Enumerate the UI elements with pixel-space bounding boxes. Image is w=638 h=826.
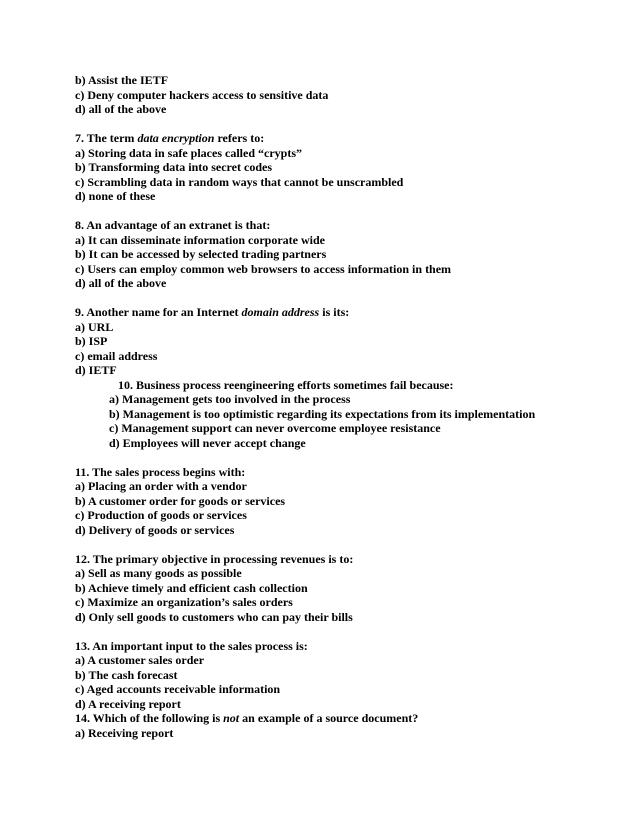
question-9 [75,305,620,378]
option-a: a) Storing data in safe places called “crypts” [75,145,302,160]
option-d: d) all of the above [75,276,167,290]
question-12 [75,552,620,625]
question-7-text: 7. The term data encryption refers to: [75,131,265,145]
option-a: a) Management gets too involved in the process [109,392,351,406]
question-7-term: data encryption [137,131,215,145]
question-14-term: not [223,711,240,725]
option-d: d) Delivery of goods or services [75,522,235,537]
option-a: a) URL [75,319,114,334]
question-9-term: domain address [241,305,320,319]
question-14 [75,711,620,740]
option-b: b) The cash forecast [75,667,178,682]
question-9-text: 9. Another name for an Internet domain address is its: [75,305,350,319]
option-d: d) A receiving report [75,696,181,711]
option-a: a) Sell as many goods as possible [75,566,242,580]
question-10 [75,378,620,451]
option-c: c) Maximize an organization’s sales orders [75,595,293,609]
option-b: b) ISP [75,334,108,348]
question-7 [75,131,620,204]
question-14-text: 14. Which of the following is not an example of a source document? [75,711,419,725]
option-d: d) none of these [75,189,156,203]
option-a: a) It can disseminate information corporate wide [75,232,325,247]
option-d: d) Only sell goods to customers who can pay their bills [75,609,353,624]
question-11-text: 11. The sales process begins with: [75,464,246,479]
option-c: c) Management support can never overcome employee resistance [109,421,441,435]
question-12-text: 12. The primary objective in processing revenues is to: [75,551,354,566]
option-a: a) Placing an order with a vendor [75,479,247,493]
option-c: c) Aged accounts receivable information [75,682,281,696]
option-b: b) Management is too optimistic regarding its expectations from its implementation [109,406,536,421]
question-10-text: 10. Business process reengineering efforts sometimes fail because: [118,377,454,392]
option-d: d) IETF [75,363,117,377]
question-13-text: 13. An important input to the sales process is: [75,638,308,653]
option-c: c) email address [75,348,158,363]
question-13 [75,639,620,712]
prior-question-options [75,73,620,117]
option-b: b) Achieve timely and efficient cash collection [75,580,308,595]
question-8 [75,218,620,291]
quiz-page [75,73,620,740]
option-d: d) Employees will never accept change [109,435,306,450]
option-c: c) Deny computer hackers access to sensitive data [75,87,329,102]
option-b: b) It can be accessed by selected trading partners [75,247,327,261]
option-b: b) Assist the IETF [75,73,169,87]
option-b: b) Transforming data into secret codes [75,160,272,174]
question-11 [75,465,620,538]
option-c: c) Scrambling data in random ways that cannot be unscrambled [75,174,404,189]
option-c: c) Users can employ common web browsers to access information in them [75,261,452,276]
option-d: d) all of the above [75,102,167,116]
option-b: b) A customer order for goods or services [75,493,286,508]
option-c: c) Production of goods or services [75,508,247,522]
question-8-text: 8. An advantage of an extranet is that: [75,218,271,232]
option-a: a) Receiving report [75,725,174,740]
option-a: a) A customer sales order [75,653,205,667]
